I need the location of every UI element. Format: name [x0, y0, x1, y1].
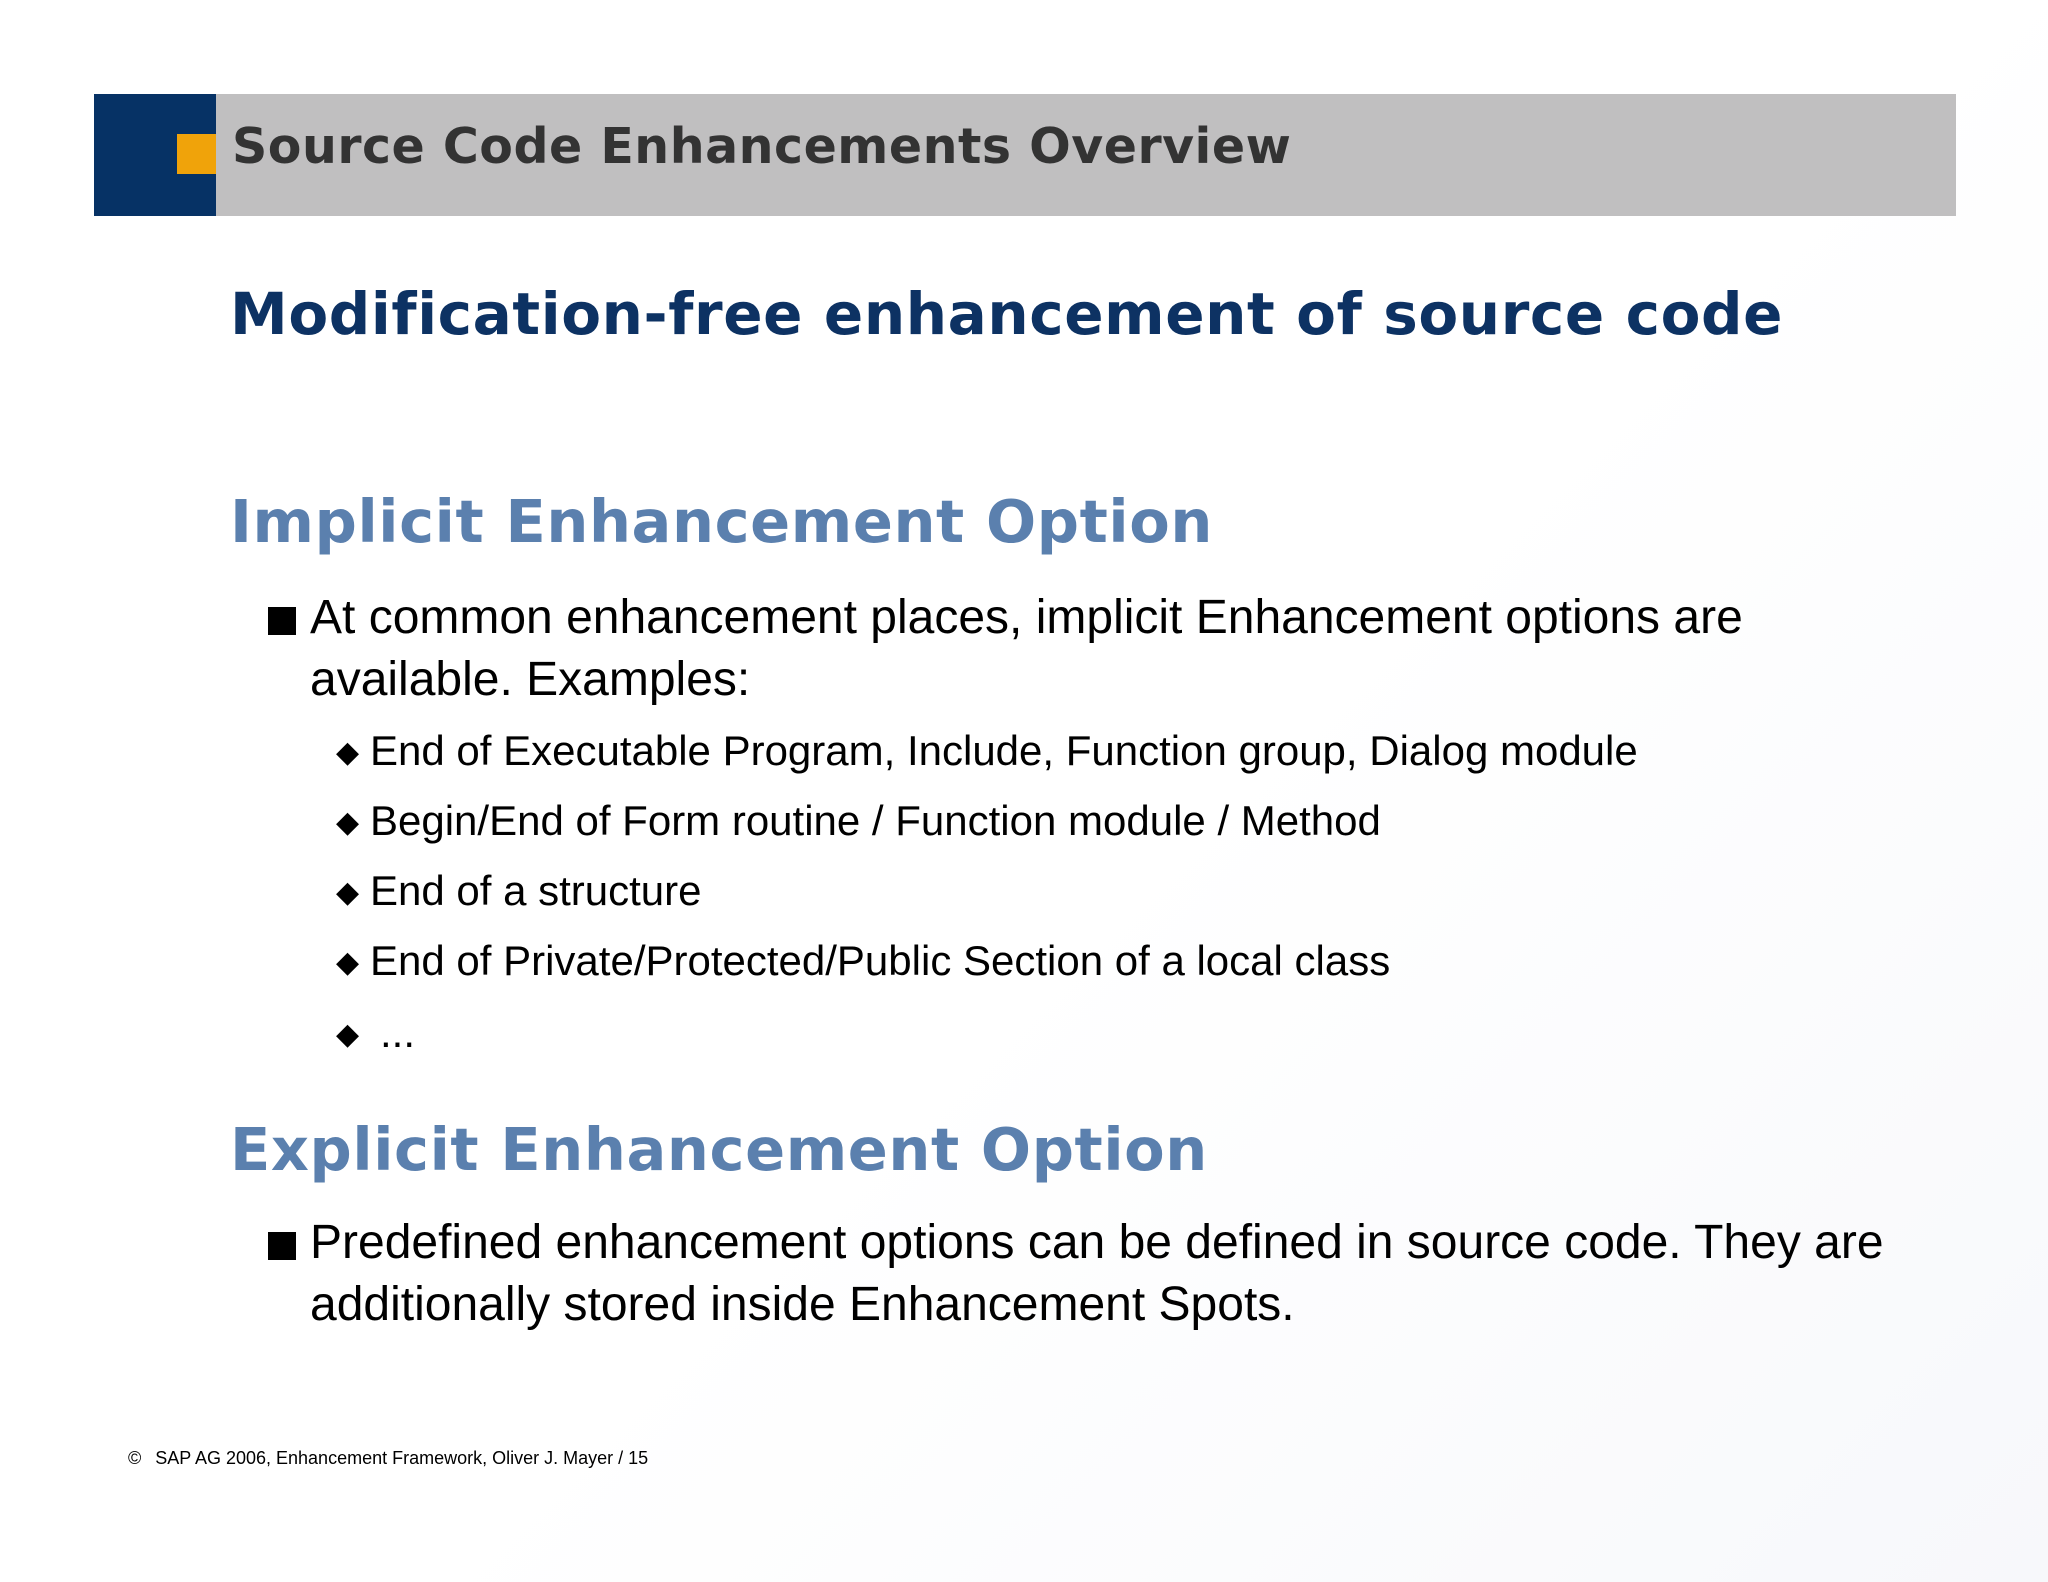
explicit-bullet — [268, 1212, 1888, 1336]
diamond-bullet-icon: ◆ — [336, 1018, 360, 1051]
list-item-text: End of a structure — [370, 867, 702, 914]
explicit-section-heading: Explicit Enhancement Option — [230, 1115, 1208, 1184]
header-accent-square — [177, 134, 216, 174]
list-item — [336, 866, 702, 918]
list-item-text: Begin/End of Form routine / Function module / Method — [370, 797, 1381, 844]
list-item-text: End of Executable Program, Include, Function group, Dialog module — [370, 727, 1638, 774]
implicit-section-heading: Implicit Enhancement Option — [230, 487, 1213, 556]
footer-text: SAP AG 2006, Enhancement Framework, Oliver J. Mayer / 15 — [155, 1448, 649, 1468]
implicit-bullet — [268, 587, 1888, 711]
slide-header-title: Source Code Enhancements Overview — [232, 118, 1292, 175]
copyright-icon: © — [128, 1448, 142, 1468]
list-item-text: ... — [380, 1009, 416, 1056]
list-item — [336, 726, 1638, 778]
list-item-text: End of Private/Protected/Public Section of a local class — [370, 937, 1391, 984]
list-item — [336, 1008, 415, 1060]
diamond-bullet-icon: ◆ — [336, 876, 360, 909]
diamond-bullet-icon: ◆ — [336, 806, 360, 839]
list-item — [336, 796, 1381, 848]
explicit-bullet-text: Predefined enhancement options can be defined in source code. They are additionally stored inside Enhancement Spots. — [310, 1216, 1884, 1331]
square-bullet-icon — [268, 1232, 296, 1260]
footer — [128, 1448, 648, 1469]
list-item — [336, 936, 1390, 988]
square-bullet-icon — [268, 607, 296, 635]
diamond-bullet-icon: ◆ — [336, 736, 360, 769]
diamond-bullet-icon: ◆ — [336, 946, 360, 979]
main-title: Modification-free enhancement of source code — [230, 280, 1784, 348]
implicit-bullet-text: At common enhancement places, implicit Enhancement options are available. Examples: — [310, 591, 1743, 706]
